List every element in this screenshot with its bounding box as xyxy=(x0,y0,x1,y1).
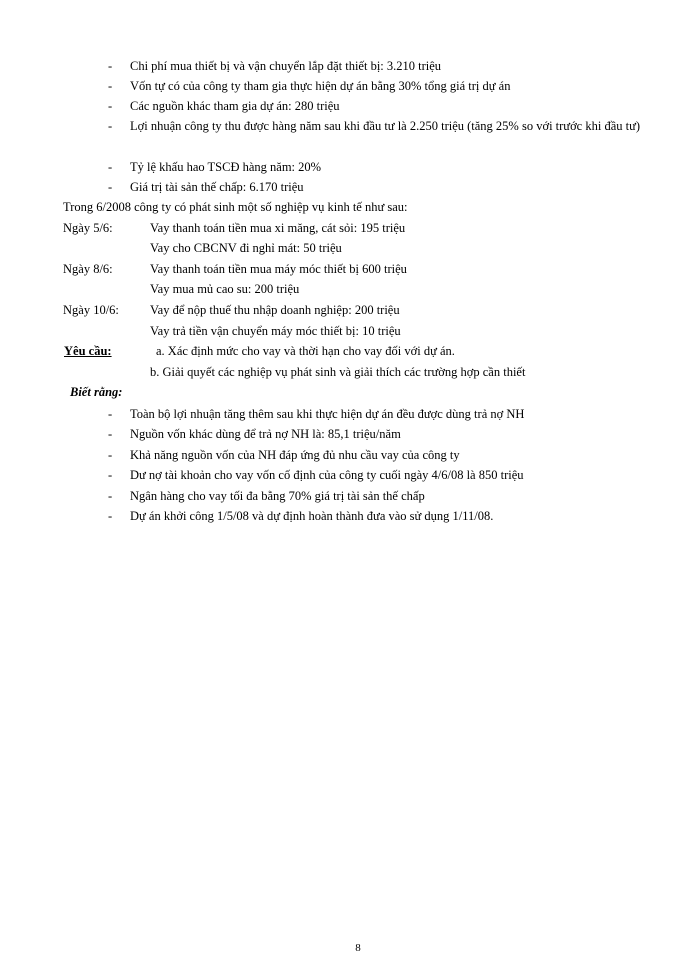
note-item xyxy=(108,466,668,485)
bullet-marker: - xyxy=(108,427,113,441)
intro-paragraph: Trong 6/2008 công ty có phát sinh một số nghiệp vụ kinh tế như sau: xyxy=(63,200,408,214)
transaction-line: Vay mua mủ cao su: 200 triệu xyxy=(150,282,300,296)
requirement-b: b. Giải quyết các nghiệp vụ phát sinh và giải thích các trường hợp cần thiết xyxy=(150,365,526,379)
note-text: Dư nợ tài khoản cho vay vốn cố định của công ty cuối ngày 4/6/08 là 850 triệu xyxy=(130,468,524,482)
note-text: Toàn bộ lợi nhuận tăng thêm sau khi thực hiện dự án đều được dùng trả nợ NH xyxy=(130,407,525,421)
bullet-marker: - xyxy=(108,119,113,133)
page-number: 8 xyxy=(355,942,361,954)
bullet-text: Giá trị tài sản thế chấp: 6.170 triệu xyxy=(130,180,304,194)
note-item xyxy=(108,425,668,444)
bullet-text: Tỷ lệ khấu hao TSCĐ hàng năm: 20% xyxy=(130,160,322,174)
transaction-date: Ngày 10/6: xyxy=(63,303,119,317)
bullet-marker: - xyxy=(108,509,113,523)
transaction-line: Vay để nộp thuế thu nhập doanh nghiệp: 200 triệu xyxy=(150,303,400,317)
bullet-item xyxy=(108,158,668,177)
notes-label: Biết rằng: xyxy=(70,385,123,399)
transaction-line: Vay trả tiền vận chuyển máy móc thiết bị: 10 triệu xyxy=(150,324,401,338)
note-text: Nguồn vốn khác dùng để trả nợ NH là: 85,1 triệu/năm xyxy=(130,427,401,441)
bullet-marker: - xyxy=(108,160,113,174)
note-item xyxy=(108,487,668,506)
bullet-marker: - xyxy=(108,59,113,73)
bullet-text: Chi phí mua thiết bị và vận chuyển lắp đặt thiết bị: 3.210 triệu xyxy=(130,59,442,73)
transaction-date: Ngày 8/6: xyxy=(63,262,113,276)
bullet-item xyxy=(108,117,668,136)
requirements-label: Yêu cầu: xyxy=(64,344,112,358)
bullet-item xyxy=(108,57,668,76)
note-item xyxy=(108,405,668,424)
bullet-text: Lợi nhuận công ty thu được hàng năm sau khi đầu tư là 2.250 triệu (tăng 25% so với trước khi đầu tư) xyxy=(130,119,641,133)
bullet-marker: - xyxy=(108,79,113,93)
transaction-date: Ngày 5/6: xyxy=(63,221,113,235)
bullet-marker: - xyxy=(108,99,113,113)
bullet-text: Vốn tự có của công ty tham gia thực hiện dự án bằng 30% tổng giá trị dự án xyxy=(130,79,511,93)
bullet-item xyxy=(108,178,668,197)
note-item xyxy=(108,446,668,465)
bullet-marker: - xyxy=(108,180,113,194)
bullet-marker: - xyxy=(108,448,113,462)
bullet-marker: - xyxy=(108,407,113,421)
bullet-item xyxy=(108,77,668,96)
bullet-marker: - xyxy=(108,489,113,503)
transaction-line: Vay thanh toán tiền mua xi măng, cát sỏi: 195 triệu xyxy=(150,221,406,235)
transaction-line: Vay cho CBCNV đi nghỉ mát: 50 triệu xyxy=(150,241,342,255)
note-text: Khả năng nguồn vốn của NH đáp ứng đủ nhu cầu vay của công ty xyxy=(130,448,460,462)
note-text: Ngân hàng cho vay tối đa bằng 70% giá trị tài sản thế chấp xyxy=(130,489,425,503)
bullet-marker: - xyxy=(108,468,113,482)
transaction-line: Vay thanh toán tiền mua máy móc thiết bị 600 triệu xyxy=(150,262,407,276)
bullet-text: Các nguồn khác tham gia dự án: 280 triệu xyxy=(130,99,340,113)
note-text: Dự án khởi công 1/5/08 và dự định hoàn thành đưa vào sử dụng 1/11/08. xyxy=(130,509,494,523)
requirement-a: a. Xác định mức cho vay và thời hạn cho vay đối với dự án. xyxy=(156,344,455,358)
note-item xyxy=(108,507,668,526)
bullet-item xyxy=(108,97,668,116)
